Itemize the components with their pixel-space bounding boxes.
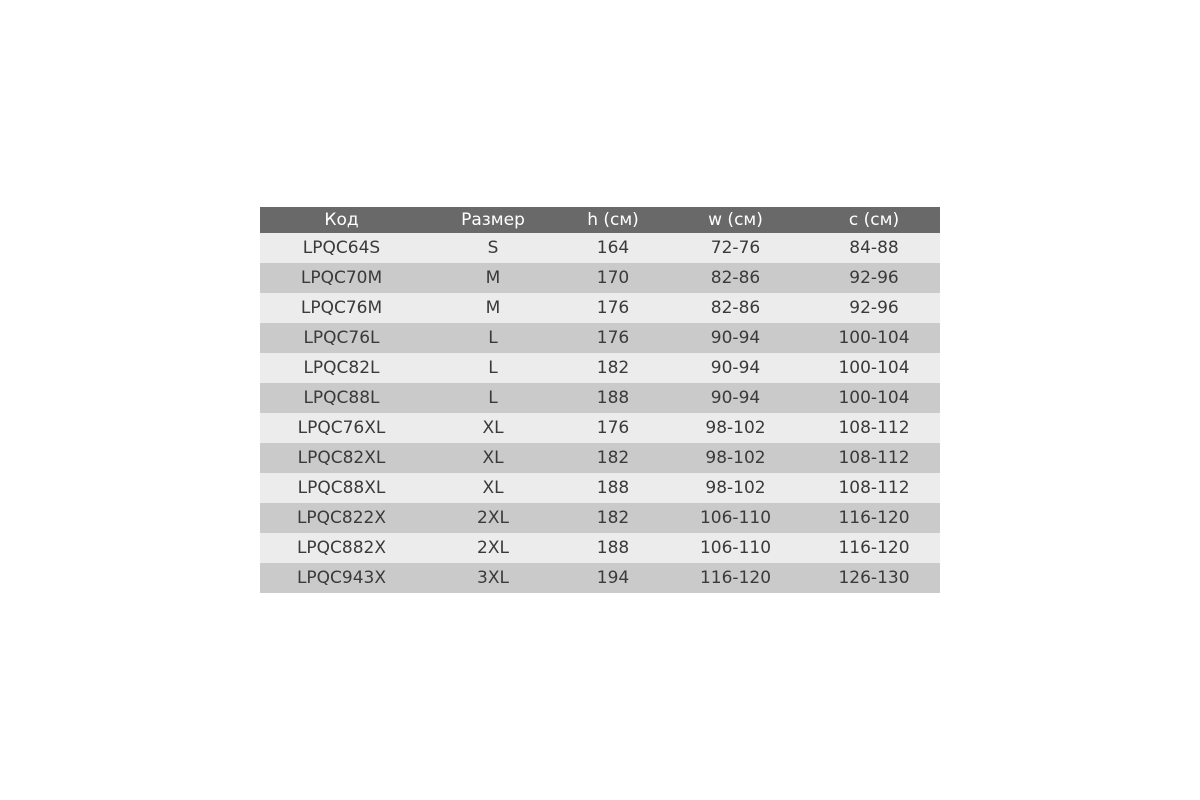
cell-code: LPQC88XL <box>260 473 423 503</box>
cell-height: 188 <box>563 383 663 413</box>
cell-size: L <box>423 353 563 383</box>
cell-waist: 90-94 <box>663 323 808 353</box>
cell-chest: 100-104 <box>808 323 940 353</box>
cell-chest: 116-120 <box>808 533 940 563</box>
cell-size: XL <box>423 443 563 473</box>
cell-code: LPQC76XL <box>260 413 423 443</box>
cell-chest: 84-88 <box>808 233 940 263</box>
cell-chest: 92-96 <box>808 263 940 293</box>
cell-chest: 100-104 <box>808 353 940 383</box>
table-row <box>260 563 940 593</box>
cell-code: LPQC70M <box>260 263 423 293</box>
cell-code: LPQC882X <box>260 533 423 563</box>
cell-height: 176 <box>563 293 663 323</box>
header-row <box>260 207 940 233</box>
header-chest: c (см) <box>808 207 940 233</box>
table-row <box>260 263 940 293</box>
table-row <box>260 413 940 443</box>
table-body <box>260 233 940 593</box>
cell-code: LPQC82XL <box>260 443 423 473</box>
cell-size: 3XL <box>423 563 563 593</box>
cell-chest: 92-96 <box>808 293 940 323</box>
cell-height: 176 <box>563 413 663 443</box>
cell-size: S <box>423 233 563 263</box>
cell-height: 182 <box>563 503 663 533</box>
cell-waist: 98-102 <box>663 413 808 443</box>
header-waist: w (см) <box>663 207 808 233</box>
cell-height: 164 <box>563 233 663 263</box>
header-size: Размер <box>423 207 563 233</box>
cell-chest: 108-112 <box>808 443 940 473</box>
cell-code: LPQC76L <box>260 323 423 353</box>
cell-size: M <box>423 263 563 293</box>
cell-chest: 116-120 <box>808 503 940 533</box>
cell-chest: 100-104 <box>808 383 940 413</box>
cell-height: 182 <box>563 443 663 473</box>
cell-chest: 126-130 <box>808 563 940 593</box>
cell-height: 188 <box>563 533 663 563</box>
cell-size: XL <box>423 413 563 443</box>
cell-code: LPQC822X <box>260 503 423 533</box>
cell-waist: 106-110 <box>663 533 808 563</box>
cell-height: 176 <box>563 323 663 353</box>
cell-waist: 98-102 <box>663 473 808 503</box>
table-row <box>260 383 940 413</box>
size-table <box>260 207 940 593</box>
cell-waist: 90-94 <box>663 353 808 383</box>
cell-code: LPQC82L <box>260 353 423 383</box>
table-row <box>260 323 940 353</box>
cell-code: LPQC76M <box>260 293 423 323</box>
cell-height: 182 <box>563 353 663 383</box>
table-row <box>260 473 940 503</box>
cell-waist: 82-86 <box>663 293 808 323</box>
table-row <box>260 233 940 263</box>
cell-height: 194 <box>563 563 663 593</box>
cell-waist: 72-76 <box>663 233 808 263</box>
table-row <box>260 293 940 323</box>
table-row <box>260 443 940 473</box>
cell-height: 188 <box>563 473 663 503</box>
header-code: Код <box>260 207 423 233</box>
table-header <box>260 207 940 233</box>
cell-code: LPQC64S <box>260 233 423 263</box>
table-row <box>260 353 940 383</box>
table-row <box>260 503 940 533</box>
cell-chest: 108-112 <box>808 473 940 503</box>
cell-waist: 116-120 <box>663 563 808 593</box>
cell-waist: 90-94 <box>663 383 808 413</box>
cell-size: 2XL <box>423 533 563 563</box>
cell-waist: 98-102 <box>663 443 808 473</box>
cell-size: 2XL <box>423 503 563 533</box>
cell-chest: 108-112 <box>808 413 940 443</box>
cell-size: L <box>423 383 563 413</box>
cell-height: 170 <box>563 263 663 293</box>
cell-code: LPQC943X <box>260 563 423 593</box>
header-height: h (см) <box>563 207 663 233</box>
cell-waist: 106-110 <box>663 503 808 533</box>
cell-waist: 82-86 <box>663 263 808 293</box>
cell-size: XL <box>423 473 563 503</box>
cell-size: L <box>423 323 563 353</box>
cell-code: LPQC88L <box>260 383 423 413</box>
cell-size: M <box>423 293 563 323</box>
table-row <box>260 533 940 563</box>
